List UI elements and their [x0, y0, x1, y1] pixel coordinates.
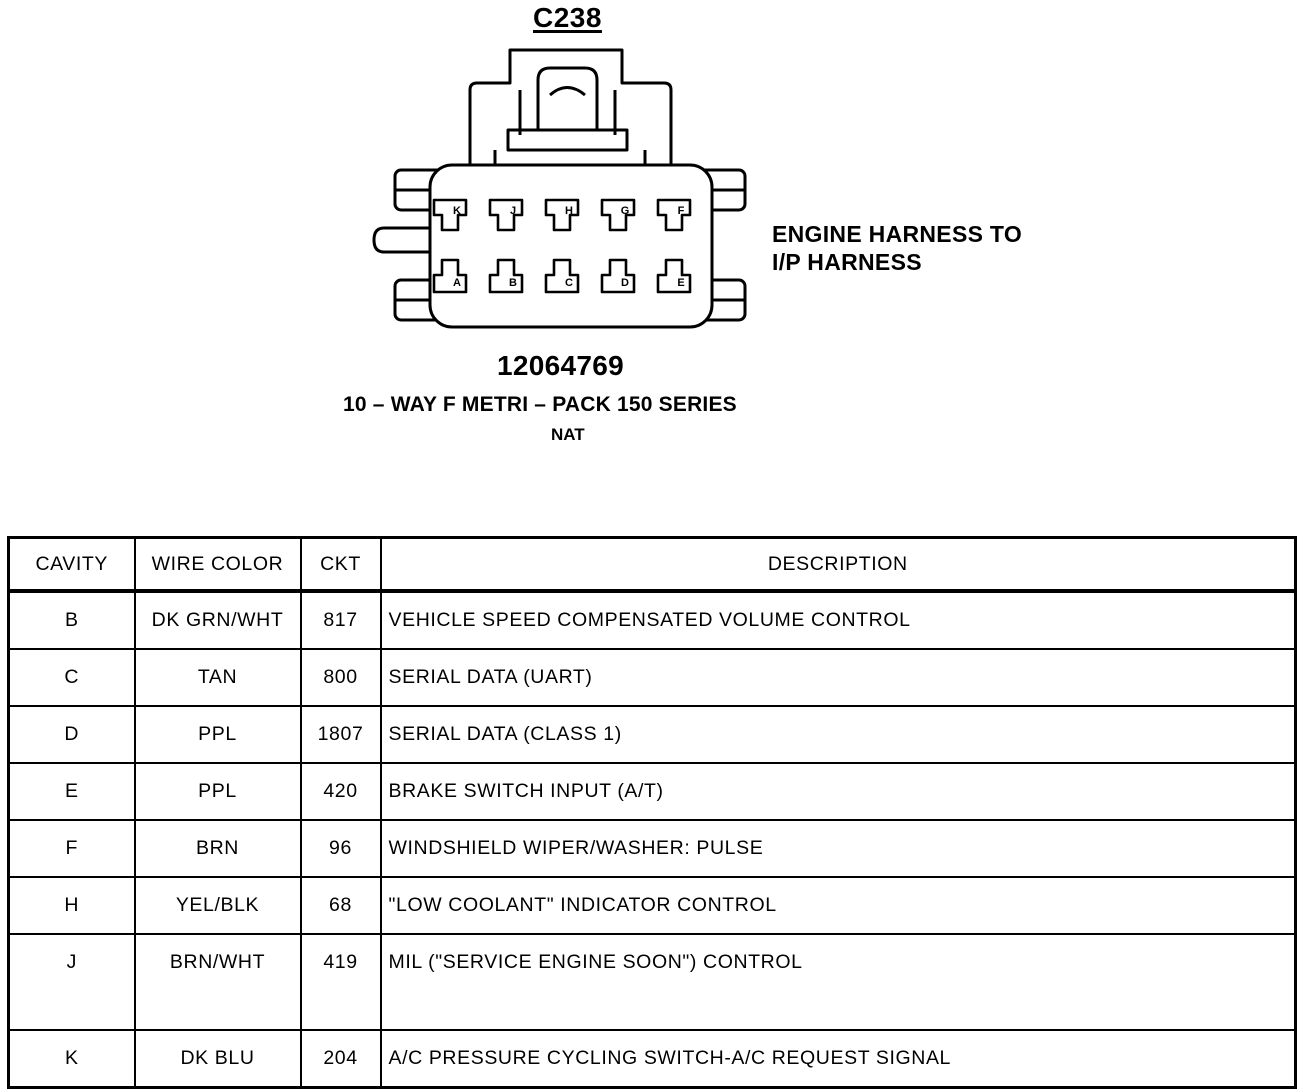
cell-cavity: D [9, 706, 135, 763]
cell-wire-color: TAN [135, 649, 301, 706]
connector-id: C238 [533, 2, 602, 33]
cell-cavity: J [9, 934, 135, 1030]
header-description: DESCRIPTION [381, 538, 1296, 592]
cell-ckt: 800 [301, 649, 381, 706]
cavity-label-b: B [509, 277, 517, 289]
cell-ckt: 817 [301, 591, 381, 649]
cavity-label-a: A [453, 277, 461, 289]
cell-cavity: F [9, 820, 135, 877]
cavity-label-j: J [509, 205, 517, 217]
cell-wire-color: BRN/WHT [135, 934, 301, 1030]
cell-description: "LOW COOLANT" INDICATOR CONTROL [381, 877, 1296, 934]
table-row [9, 1030, 1296, 1088]
cell-description: BRAKE SWITCH INPUT (A/T) [381, 763, 1296, 820]
cavity-label-f: F [677, 205, 685, 217]
cavity-label-k: K [453, 205, 461, 217]
cell-ckt: 419 [301, 934, 381, 1030]
cavity-label-e: E [677, 277, 685, 289]
cell-wire-color: BRN [135, 820, 301, 877]
cavity-label-d: D [621, 277, 629, 289]
cell-wire-color: PPL [135, 706, 301, 763]
cavity-label-g: G [620, 205, 630, 217]
cell-ckt: 420 [301, 763, 381, 820]
cavity-label-h: H [565, 205, 573, 217]
cell-ckt: 204 [301, 1030, 381, 1088]
cell-ckt: 96 [301, 820, 381, 877]
cell-description: SERIAL DATA (UART) [381, 649, 1296, 706]
cell-wire-color: DK BLU [135, 1030, 301, 1088]
cell-cavity: E [9, 763, 135, 820]
cell-cavity: H [9, 877, 135, 934]
table-row [9, 877, 1296, 934]
header-wire-color: WIRE COLOR [135, 538, 301, 592]
header-ckt: CKT [301, 538, 381, 592]
table-header-row [9, 538, 1296, 592]
part-number: 12064769 [497, 350, 624, 381]
pinout-table [7, 536, 1297, 1089]
cell-description: WINDSHIELD WIPER/WASHER: PULSE [381, 820, 1296, 877]
cell-description: SERIAL DATA (CLASS 1) [381, 706, 1296, 763]
table-row [9, 649, 1296, 706]
connector-diagram [360, 40, 760, 340]
cell-cavity: K [9, 1030, 135, 1088]
cell-wire-color: DK GRN/WHT [135, 591, 301, 649]
cell-wire-color: YEL/BLK [135, 877, 301, 934]
table-row [9, 934, 1296, 1030]
harness-label [772, 220, 1022, 276]
table-row [9, 706, 1296, 763]
harness-label-line2: I/P HARNESS [772, 249, 922, 275]
header-cavity: CAVITY [9, 538, 135, 592]
cell-wire-color: PPL [135, 763, 301, 820]
cell-cavity: B [9, 591, 135, 649]
cell-description: VEHICLE SPEED COMPENSATED VOLUME CONTROL [381, 591, 1296, 649]
table-row [9, 591, 1296, 649]
cavity-label-c: C [565, 277, 573, 289]
connector-color: NAT [551, 425, 585, 444]
cell-description: MIL ("SERVICE ENGINE SOON") CONTROL [381, 934, 1296, 1030]
part-description: 10 – WAY F METRI – PACK 150 SERIES [343, 393, 737, 416]
cell-description: A/C PRESSURE CYCLING SWITCH-A/C REQUEST SIGNAL [381, 1030, 1296, 1088]
table-row [9, 820, 1296, 877]
cell-cavity: C [9, 649, 135, 706]
harness-label-line1: ENGINE HARNESS TO [772, 221, 1023, 247]
cell-ckt: 68 [301, 877, 381, 934]
table-row [9, 763, 1296, 820]
cell-ckt: 1807 [301, 706, 381, 763]
